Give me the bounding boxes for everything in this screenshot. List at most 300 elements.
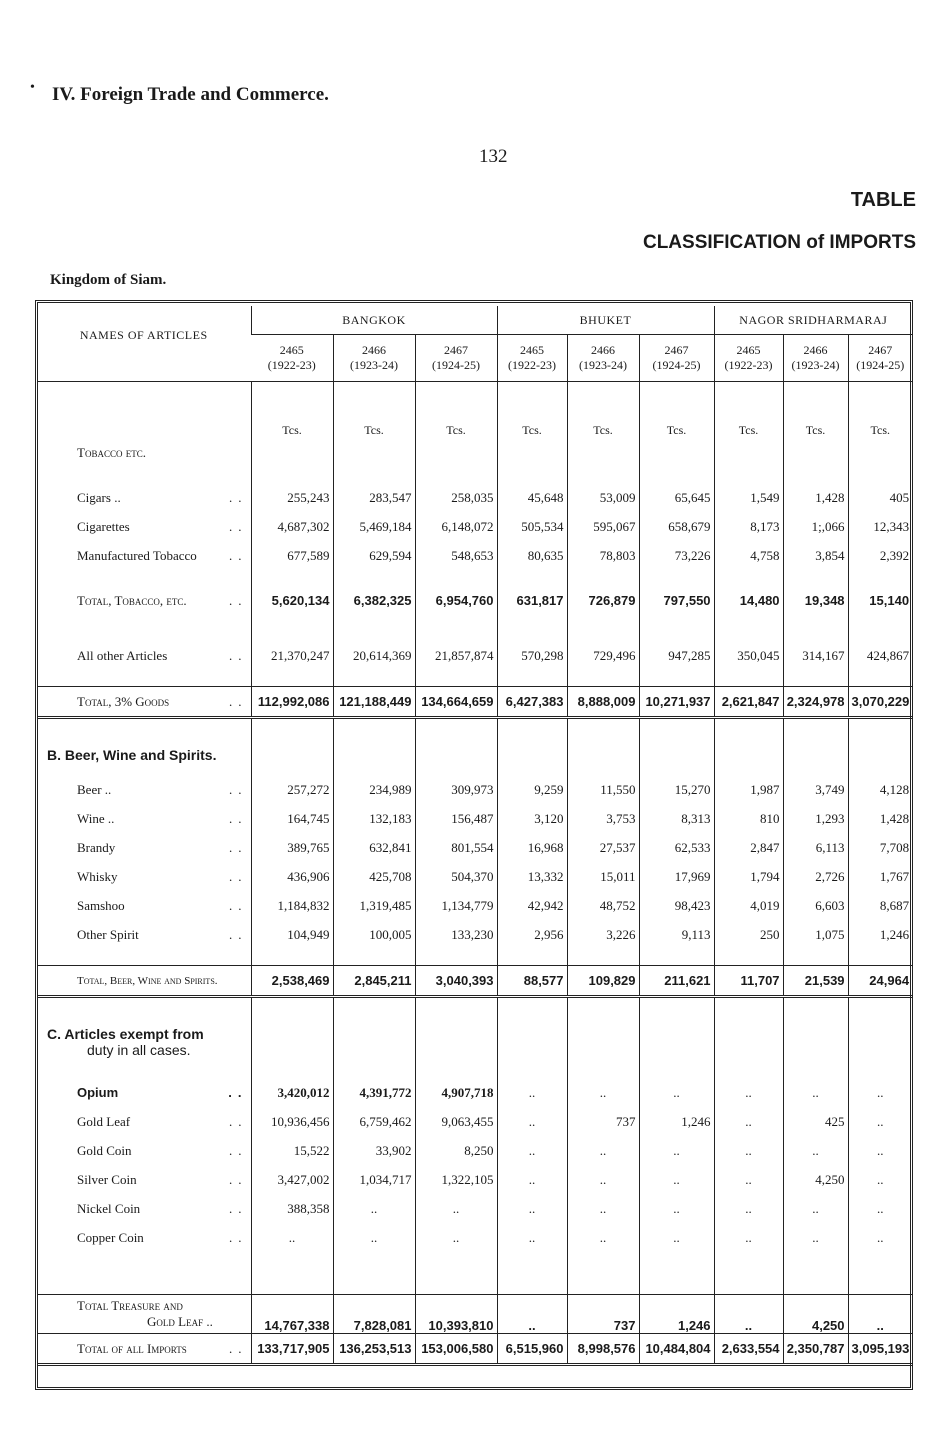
value-cell: .. bbox=[497, 1194, 567, 1223]
value-cell: 3,749 bbox=[783, 775, 848, 804]
names-of-articles-header: NAMES OF ARTICLES bbox=[37, 306, 251, 382]
article-name bbox=[37, 541, 251, 570]
year-header bbox=[415, 335, 497, 382]
article-name-text: Total, Beer, Wine and Spirits. bbox=[77, 974, 218, 987]
year-period: (1924-25) bbox=[432, 358, 480, 372]
empty-cell bbox=[497, 615, 567, 641]
section-heading: B. Beer, Wine and Spirits. bbox=[47, 747, 217, 763]
empty-cell bbox=[497, 438, 567, 467]
value-cell: 104,949 bbox=[251, 920, 333, 949]
table-row bbox=[37, 641, 912, 670]
empty-cell bbox=[714, 1252, 783, 1278]
value-cell: 13,332 bbox=[497, 862, 567, 891]
empty-cell bbox=[251, 1278, 333, 1295]
value-cell: 15,522 bbox=[251, 1136, 333, 1165]
value-cell: .. bbox=[848, 1295, 912, 1334]
empty-cell bbox=[415, 438, 497, 467]
empty-cell bbox=[497, 1014, 567, 1062]
empty-cell bbox=[567, 735, 639, 775]
article-name bbox=[37, 586, 251, 615]
value-cell: 797,550 bbox=[639, 586, 714, 615]
value-cell: 314,167 bbox=[783, 641, 848, 670]
dot-leader: .. bbox=[229, 810, 248, 826]
value-cell: 1,549 bbox=[714, 483, 783, 512]
empty-cell bbox=[333, 438, 415, 467]
value-cell: 4,250 bbox=[783, 1165, 848, 1194]
empty-cell bbox=[497, 1278, 567, 1295]
empty-cell bbox=[37, 949, 251, 966]
group-header-bangkok: BANGKOK bbox=[251, 306, 497, 335]
empty-cell bbox=[848, 615, 912, 641]
unit-cell: Tcs. bbox=[639, 382, 714, 439]
empty-cell bbox=[251, 670, 333, 687]
empty-cell bbox=[848, 718, 912, 736]
value-cell: .. bbox=[639, 1136, 714, 1165]
table-row bbox=[37, 920, 912, 949]
article-name bbox=[37, 966, 251, 997]
dot-leader: .. bbox=[229, 926, 248, 942]
value-cell: 121,188,449 bbox=[333, 687, 415, 718]
article-name-text: Total, 3% Goods bbox=[77, 693, 170, 709]
value-cell: 737 bbox=[567, 1107, 639, 1136]
value-cell: 100,005 bbox=[333, 920, 415, 949]
imports-table bbox=[37, 306, 912, 1366]
article-name bbox=[37, 483, 251, 512]
year-label: 2466 bbox=[803, 343, 828, 357]
article-name bbox=[37, 1165, 251, 1194]
table-row bbox=[37, 862, 912, 891]
value-cell: 98,423 bbox=[639, 891, 714, 920]
empty-cell bbox=[251, 1062, 333, 1078]
article-name bbox=[37, 1194, 251, 1223]
empty-cell bbox=[251, 438, 333, 467]
page-number: 132 bbox=[479, 146, 508, 167]
table-row bbox=[37, 512, 912, 541]
year-label: 2467 bbox=[444, 343, 468, 357]
value-cell: 2,538,469 bbox=[251, 966, 333, 997]
value-cell: 4,391,772 bbox=[333, 1078, 415, 1107]
empty-cell bbox=[639, 735, 714, 775]
empty-cell bbox=[567, 467, 639, 483]
year-period: (1923-24) bbox=[579, 358, 627, 372]
value-cell: .. bbox=[848, 1223, 912, 1252]
article-name-text: Cigars .. bbox=[77, 489, 121, 505]
value-cell: 801,554 bbox=[415, 833, 497, 862]
year-period: (1924-25) bbox=[652, 358, 701, 372]
empty-cell bbox=[783, 1278, 848, 1295]
value-cell: 2,621,847 bbox=[714, 687, 783, 718]
empty-cell bbox=[567, 615, 639, 641]
value-cell: 436,906 bbox=[251, 862, 333, 891]
empty-cell bbox=[639, 1062, 714, 1078]
value-cell: 15,270 bbox=[639, 775, 714, 804]
empty-cell bbox=[37, 570, 251, 586]
empty-cell bbox=[567, 570, 639, 586]
dot-leader: .. bbox=[228, 1085, 248, 1100]
article-name bbox=[37, 512, 251, 541]
value-cell: .. bbox=[567, 1136, 639, 1165]
value-cell: 283,547 bbox=[333, 483, 415, 512]
value-cell: 8,173 bbox=[714, 512, 783, 541]
empty-cell bbox=[567, 718, 639, 736]
empty-cell bbox=[37, 467, 251, 483]
value-cell: 1,246 bbox=[639, 1295, 714, 1334]
empty-cell bbox=[714, 1014, 783, 1062]
spacer-row bbox=[37, 949, 912, 966]
spacer-row bbox=[37, 1252, 912, 1278]
table-row bbox=[37, 1194, 912, 1223]
value-cell: .. bbox=[639, 1165, 714, 1194]
year-header bbox=[333, 335, 415, 382]
empty-cell bbox=[783, 670, 848, 687]
table-row bbox=[37, 804, 912, 833]
value-cell: 1,184,832 bbox=[251, 891, 333, 920]
value-cell: 80,635 bbox=[497, 541, 567, 570]
value-cell: .. bbox=[848, 1107, 912, 1136]
spacer-row bbox=[37, 1278, 912, 1295]
dot-leader: .. bbox=[229, 781, 248, 797]
value-cell: 1,794 bbox=[714, 862, 783, 891]
value-cell: .. bbox=[714, 1295, 783, 1334]
empty-cell bbox=[639, 438, 714, 467]
empty-cell bbox=[333, 467, 415, 483]
section-row bbox=[37, 1014, 912, 1062]
value-cell: 726,879 bbox=[567, 586, 639, 615]
value-cell: 677,589 bbox=[251, 541, 333, 570]
unit-cell: Tcs. bbox=[497, 382, 567, 439]
article-name-text: All other Articles bbox=[77, 647, 168, 663]
value-cell: 78,803 bbox=[567, 541, 639, 570]
table-row bbox=[37, 891, 912, 920]
section-heading-line: C. Articles exempt from bbox=[47, 1026, 204, 1042]
dot-leader: .. bbox=[229, 547, 248, 563]
value-cell: 1,034,717 bbox=[333, 1165, 415, 1194]
article-name-text: Wine .. bbox=[77, 810, 115, 826]
empty-cell bbox=[251, 949, 333, 966]
empty-cell bbox=[714, 670, 783, 687]
empty-cell bbox=[333, 949, 415, 966]
group-header-bhuket: BHUKET bbox=[497, 306, 714, 335]
article-name bbox=[37, 1295, 251, 1334]
empty-cell bbox=[783, 997, 848, 1015]
unit-cell: Tcs. bbox=[848, 382, 912, 439]
value-cell: 53,009 bbox=[567, 483, 639, 512]
value-cell: .. bbox=[415, 1194, 497, 1223]
value-cell: 255,243 bbox=[251, 483, 333, 512]
value-cell: 6,382,325 bbox=[333, 586, 415, 615]
value-cell: 17,969 bbox=[639, 862, 714, 891]
empty-cell bbox=[415, 718, 497, 736]
value-cell: .. bbox=[567, 1194, 639, 1223]
empty-cell bbox=[714, 997, 783, 1015]
empty-cell bbox=[639, 1278, 714, 1295]
year-label: 2465 bbox=[736, 343, 761, 357]
value-cell: 21,857,874 bbox=[415, 641, 497, 670]
value-cell: .. bbox=[497, 1165, 567, 1194]
unit-cell: Tcs. bbox=[783, 382, 848, 439]
value-cell: 109,829 bbox=[567, 966, 639, 997]
year-label: 2467 bbox=[868, 343, 893, 357]
value-cell: 4,758 bbox=[714, 541, 783, 570]
empty-cell bbox=[848, 1252, 912, 1278]
value-cell: .. bbox=[714, 1107, 783, 1136]
value-cell: 3,070,229 bbox=[848, 687, 912, 718]
value-cell: 1,246 bbox=[848, 920, 912, 949]
article-name-text: Silver Coin bbox=[77, 1171, 137, 1187]
unit-cell: Tcs. bbox=[415, 382, 497, 439]
value-cell: 424,867 bbox=[848, 641, 912, 670]
dot-leader: .. bbox=[229, 1142, 248, 1158]
empty-cell bbox=[37, 718, 251, 736]
value-cell: .. bbox=[848, 1136, 912, 1165]
spacer-row bbox=[37, 997, 912, 1015]
value-cell: 1,134,779 bbox=[415, 891, 497, 920]
value-cell: 2,392 bbox=[848, 541, 912, 570]
value-cell: 504,370 bbox=[415, 862, 497, 891]
empty-cell bbox=[848, 1014, 912, 1062]
value-cell: 1,319,485 bbox=[333, 891, 415, 920]
empty-cell bbox=[497, 467, 567, 483]
empty-cell bbox=[714, 718, 783, 736]
empty-cell bbox=[714, 1062, 783, 1078]
empty-cell bbox=[848, 1278, 912, 1295]
value-cell: .. bbox=[251, 1223, 333, 1252]
value-cell: 14,767,338 bbox=[251, 1295, 333, 1334]
value-cell: 8,687 bbox=[848, 891, 912, 920]
value-cell: 10,271,937 bbox=[639, 687, 714, 718]
empty-cell bbox=[497, 570, 567, 586]
value-cell: 136,253,513 bbox=[333, 1334, 415, 1365]
value-cell: 1,428 bbox=[848, 804, 912, 833]
group-header-nagor: NAGOR SRIDHARMARAJ bbox=[714, 306, 912, 335]
empty-cell bbox=[848, 735, 912, 775]
value-cell: 6,113 bbox=[783, 833, 848, 862]
year-header bbox=[848, 335, 912, 382]
value-cell: 112,992,086 bbox=[251, 687, 333, 718]
value-cell: 350,045 bbox=[714, 641, 783, 670]
value-cell: 8,250 bbox=[415, 1136, 497, 1165]
value-cell: 3,854 bbox=[783, 541, 848, 570]
value-cell: 3,120 bbox=[497, 804, 567, 833]
article-name bbox=[37, 804, 251, 833]
unit-cell: Tcs. bbox=[333, 382, 415, 439]
value-cell: 4,019 bbox=[714, 891, 783, 920]
value-cell: 570,298 bbox=[497, 641, 567, 670]
value-cell: 1,322,105 bbox=[415, 1165, 497, 1194]
region-label: Kingdom of Siam. bbox=[50, 272, 167, 288]
article-name bbox=[37, 891, 251, 920]
article-name-text: Total Treasure and bbox=[77, 1298, 183, 1313]
year-period: (1922-23) bbox=[508, 358, 556, 372]
table-row bbox=[37, 775, 912, 804]
empty-cell bbox=[783, 570, 848, 586]
table-row bbox=[37, 1078, 912, 1107]
spacer-row bbox=[37, 670, 912, 687]
empty-cell bbox=[497, 949, 567, 966]
dot-leader: .. bbox=[229, 518, 248, 534]
year-period: (1922-23) bbox=[724, 358, 773, 372]
dot-leader: .. bbox=[229, 647, 248, 663]
value-cell: 7,708 bbox=[848, 833, 912, 862]
empty-cell bbox=[37, 615, 251, 641]
article-name-text: Samshoo bbox=[77, 897, 125, 913]
year-header bbox=[783, 335, 848, 382]
year-label: 2465 bbox=[520, 343, 544, 357]
value-cell: .. bbox=[783, 1223, 848, 1252]
year-header bbox=[497, 335, 567, 382]
value-cell: 405 bbox=[848, 483, 912, 512]
empty-cell bbox=[639, 997, 714, 1015]
empty-cell bbox=[497, 1062, 567, 1078]
empty-cell bbox=[714, 615, 783, 641]
value-cell: 7,828,081 bbox=[333, 1295, 415, 1334]
table-row bbox=[37, 1223, 912, 1252]
value-cell: .. bbox=[848, 1078, 912, 1107]
year-header bbox=[714, 335, 783, 382]
value-cell: 6,515,960 bbox=[497, 1334, 567, 1365]
empty-cell bbox=[415, 670, 497, 687]
empty-cell bbox=[415, 1278, 497, 1295]
empty-cell bbox=[567, 997, 639, 1015]
empty-cell bbox=[251, 615, 333, 641]
value-cell: 9,113 bbox=[639, 920, 714, 949]
year-label: 2466 bbox=[591, 343, 615, 357]
value-cell: .. bbox=[333, 1223, 415, 1252]
value-cell: 10,484,804 bbox=[639, 1334, 714, 1365]
empty-cell bbox=[333, 1252, 415, 1278]
empty-cell bbox=[415, 949, 497, 966]
empty-cell bbox=[848, 1062, 912, 1078]
table-row bbox=[37, 687, 912, 718]
empty-cell bbox=[783, 718, 848, 736]
empty-cell bbox=[639, 670, 714, 687]
value-cell: 15,011 bbox=[567, 862, 639, 891]
value-cell: 27,537 bbox=[567, 833, 639, 862]
empty-cell bbox=[333, 670, 415, 687]
value-cell: .. bbox=[639, 1078, 714, 1107]
empty-cell bbox=[251, 718, 333, 736]
value-cell: 4,128 bbox=[848, 775, 912, 804]
value-cell: 5,620,134 bbox=[251, 586, 333, 615]
table-row bbox=[37, 833, 912, 862]
empty-cell bbox=[714, 949, 783, 966]
dot-leader: .. bbox=[229, 1229, 248, 1245]
margin-bullet: • bbox=[30, 80, 35, 95]
dot-leader: .. bbox=[229, 1200, 248, 1216]
value-cell: 2,350,787 bbox=[783, 1334, 848, 1365]
empty-cell bbox=[567, 1014, 639, 1062]
table-label: TABLE bbox=[850, 189, 916, 211]
empty-cell bbox=[783, 1062, 848, 1078]
value-cell: .. bbox=[567, 1078, 639, 1107]
value-cell: 48,752 bbox=[567, 891, 639, 920]
empty-cell bbox=[714, 735, 783, 775]
empty-cell bbox=[848, 670, 912, 687]
dot-leader: .. bbox=[229, 868, 248, 884]
unit-cell: Tcs. bbox=[567, 382, 639, 439]
value-cell: 658,679 bbox=[639, 512, 714, 541]
value-cell: .. bbox=[497, 1107, 567, 1136]
value-cell: 6,759,462 bbox=[333, 1107, 415, 1136]
value-cell: .. bbox=[497, 1295, 567, 1334]
article-name bbox=[37, 641, 251, 670]
empty-cell bbox=[37, 670, 251, 687]
article-name-text: Copper Coin bbox=[77, 1229, 144, 1245]
value-cell: .. bbox=[783, 1136, 848, 1165]
empty-cell bbox=[848, 438, 912, 467]
article-name-text: Gold Leaf .. bbox=[147, 1314, 213, 1329]
value-cell: 2,956 bbox=[497, 920, 567, 949]
empty-cell bbox=[251, 1252, 333, 1278]
value-cell: .. bbox=[497, 1136, 567, 1165]
value-cell: .. bbox=[848, 1165, 912, 1194]
value-cell: 737 bbox=[567, 1295, 639, 1334]
section-heading: IV. Foreign Trade and Commerce. bbox=[52, 84, 329, 105]
value-cell: 2,726 bbox=[783, 862, 848, 891]
value-cell: .. bbox=[714, 1078, 783, 1107]
value-cell: 133,230 bbox=[415, 920, 497, 949]
empty-cell bbox=[783, 1014, 848, 1062]
dot-leader: .. bbox=[229, 1113, 248, 1129]
table-row bbox=[37, 586, 912, 615]
value-cell: 11,550 bbox=[567, 775, 639, 804]
empty-cell bbox=[37, 1278, 251, 1295]
empty-cell bbox=[714, 438, 783, 467]
value-cell: 425 bbox=[783, 1107, 848, 1136]
value-cell: 6,427,383 bbox=[497, 687, 567, 718]
empty-cell bbox=[783, 735, 848, 775]
article-name-text: Manufactured Tobacco bbox=[77, 547, 197, 563]
empty-cell bbox=[37, 382, 251, 439]
empty-cell bbox=[333, 735, 415, 775]
value-cell: 257,272 bbox=[251, 775, 333, 804]
value-cell: 1,987 bbox=[714, 775, 783, 804]
value-cell: 5,469,184 bbox=[333, 512, 415, 541]
empty-cell bbox=[567, 438, 639, 467]
empty-cell bbox=[415, 615, 497, 641]
value-cell: 947,285 bbox=[639, 641, 714, 670]
empty-cell bbox=[251, 997, 333, 1015]
spacer-row bbox=[37, 1062, 912, 1078]
value-cell: 11,707 bbox=[714, 966, 783, 997]
spacer-row bbox=[37, 718, 912, 736]
value-cell: .. bbox=[714, 1194, 783, 1223]
value-cell: 8,888,009 bbox=[567, 687, 639, 718]
empty-cell bbox=[497, 735, 567, 775]
value-cell: 632,841 bbox=[333, 833, 415, 862]
value-cell: 20,614,369 bbox=[333, 641, 415, 670]
value-cell: 2,845,211 bbox=[333, 966, 415, 997]
value-cell: 3,226 bbox=[567, 920, 639, 949]
empty-cell bbox=[783, 467, 848, 483]
article-name-text: Whisky bbox=[77, 868, 118, 884]
empty-cell bbox=[639, 570, 714, 586]
value-cell: .. bbox=[714, 1165, 783, 1194]
value-cell: 258,035 bbox=[415, 483, 497, 512]
value-cell: 234,989 bbox=[333, 775, 415, 804]
section-heading bbox=[37, 1014, 251, 1062]
article-name bbox=[37, 775, 251, 804]
value-cell: .. bbox=[714, 1136, 783, 1165]
value-cell: 1,075 bbox=[783, 920, 848, 949]
empty-cell bbox=[333, 615, 415, 641]
value-cell: 6,603 bbox=[783, 891, 848, 920]
value-cell: .. bbox=[714, 1223, 783, 1252]
dot-leader: .. bbox=[229, 897, 248, 913]
value-cell: 2,633,554 bbox=[714, 1334, 783, 1365]
article-name-text: Brandy bbox=[77, 839, 116, 855]
dot-leader: .. bbox=[229, 1340, 248, 1356]
